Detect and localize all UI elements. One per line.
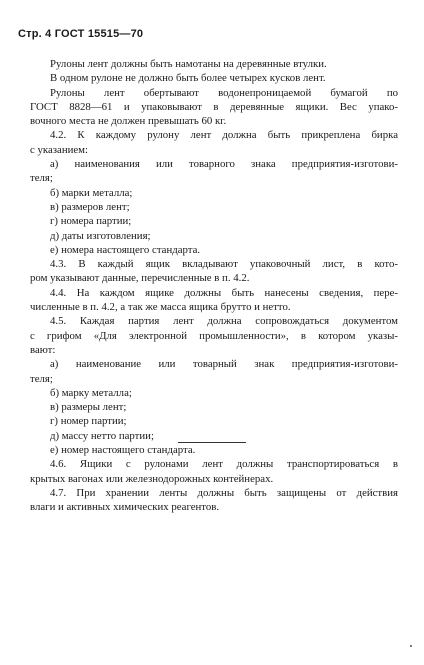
list-item: а) наименования или товарного знака предприятия-изготови- xyxy=(50,158,398,171)
text-line: Рулоны лент должны быть намотаны на деревянные втулки. xyxy=(50,58,327,70)
text-line: вают: xyxy=(30,343,56,356)
text-line: численные в п. 4.2, а так же масса ящика брутто и нетто. xyxy=(30,301,291,314)
list-item: е) номера настоящего стандарта. xyxy=(50,243,201,256)
text-line: теля; xyxy=(30,172,53,185)
text-line: ГОСТ 8828—61 и упаковывают в деревянные ящики. Вес упако- xyxy=(30,100,398,113)
text-line: В одном рулоне не должно быть более четырех кусков лент. xyxy=(50,72,326,85)
end-rule xyxy=(178,442,246,443)
list-item: в) размеров лент; xyxy=(50,200,130,213)
text-line: 4.3. В каждый ящик вкладывают упаковочный лист, в кото- xyxy=(50,258,398,271)
page-header: Стр. 4 ГОСТ 15515—70 xyxy=(18,28,144,40)
scan-speck xyxy=(410,645,412,647)
list-item: б) марку металла; xyxy=(50,386,132,399)
list-item: д) даты изготовления; xyxy=(50,229,151,242)
list-item: е) номер настоящего стандарта. xyxy=(50,444,196,457)
list-item: а) наименование или товарный знак предприятия-изготови- xyxy=(50,358,398,371)
document-body xyxy=(30,57,398,515)
text-line: ром указывают данные, перечисленные в п. 4.2. xyxy=(30,272,250,285)
text-line: вочного места не должен превышать 60 кг. xyxy=(30,115,227,128)
text-line: Рулоны лент обертывают водонепроницаемой бумагой по xyxy=(50,86,398,99)
list-item: г) номер партии; xyxy=(50,415,127,428)
text-line: теля; xyxy=(30,372,53,385)
text-line: 4.7. При хранении ленты должны быть защищены от действия xyxy=(50,486,398,499)
text-line: с грифом «Для электронной промышленности», в котором указы- xyxy=(30,329,398,342)
list-item: д) массу нетто партии; xyxy=(50,429,154,442)
text-line: 4.5. Каждая партия лент должна сопровождаться документом xyxy=(50,315,398,328)
text-line: с указанием: xyxy=(30,143,89,156)
list-item: б) марки металла; xyxy=(50,186,133,199)
text-line: 4.2. К каждому рулону лент должна быть прикреплена бирка xyxy=(50,129,398,142)
text-line: 4.4. На каждом ящике должны быть нанесены сведения, пере- xyxy=(50,286,398,299)
text-line: крытых вагонах или железнодорожных контейнерах. xyxy=(30,472,274,485)
text-line: влаги и активных химических реагентов. xyxy=(30,501,220,514)
text-line: 4.6. Ящики с рулонами лент должны транспортироваться в xyxy=(50,458,398,471)
list-item: г) номера партии; xyxy=(50,215,132,228)
list-item: в) размеры лент; xyxy=(50,401,127,414)
